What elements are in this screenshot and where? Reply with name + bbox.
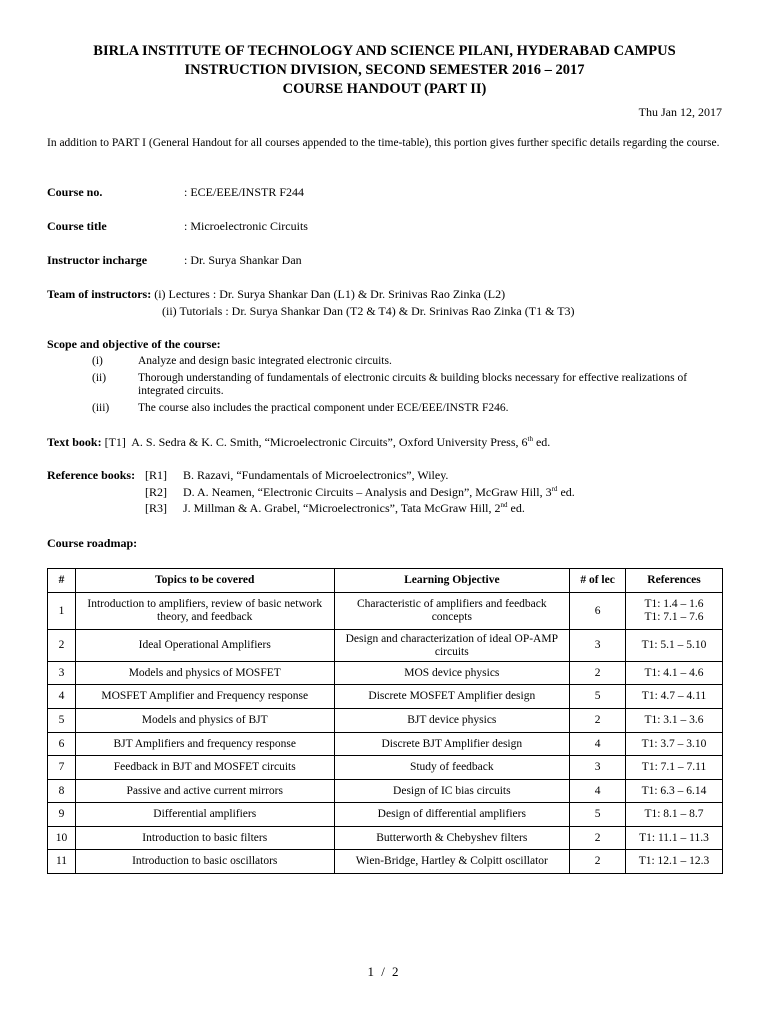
reference-item xyxy=(145,501,525,516)
column-header: References xyxy=(626,569,723,593)
topic-cell: BJT Amplifiers and frequency response xyxy=(75,733,334,756)
objective-cell: Design of IC bias circuits xyxy=(334,780,570,803)
objective-cell: Discrete MOSFET Amplifier design xyxy=(334,685,570,709)
textbook-text: A. S. Sedra & K. C. Smith, “Microelectronic Circuits”, Oxford University Press, 6 xyxy=(131,435,528,449)
references-cell xyxy=(626,780,723,803)
textbook-label: Text book: xyxy=(47,435,102,449)
table-row xyxy=(48,630,723,662)
objective-cell: Design and characterization of ideal OP-AMP circuits xyxy=(334,630,570,662)
reference-item xyxy=(145,468,448,483)
row-number-cell: 8 xyxy=(48,780,76,803)
topic-cell: Feedback in BJT and MOSFET circuits xyxy=(75,756,334,780)
course-no-value: : ECE/EEE/INSTR F244 xyxy=(184,185,304,199)
reference-tail: ed. xyxy=(557,485,575,499)
column-header: # xyxy=(48,569,76,593)
reference-item xyxy=(145,485,575,500)
row-number-cell: 2 xyxy=(48,630,76,662)
objective-cell: Wien-Bridge, Hartley & Colpitt oscillator xyxy=(334,850,570,874)
document-header xyxy=(47,42,722,150)
reference-books-label: Reference books: xyxy=(47,468,136,482)
reference-text: D. A. Neamen, “Electronic Circuits – Analysis and Design”, McGraw Hill, 3 xyxy=(183,485,552,499)
references-cell xyxy=(626,850,723,874)
instructor-incharge-row xyxy=(47,253,302,268)
team-label: Team of instructors: xyxy=(47,287,152,301)
reference-range: T1: 5.1 – 5.10 xyxy=(641,639,707,651)
roadmap-heading: Course roadmap: xyxy=(47,536,138,550)
reference-range: T1: 7.1 – 7.11 xyxy=(641,761,707,773)
handout-title: COURSE HANDOUT (PART II) xyxy=(282,81,487,97)
institute-title: BIRLA INSTITUTE OF TECHNOLOGY AND SCIENCE PILANI, HYDERABAD CAMPUS xyxy=(93,43,676,59)
references-cell xyxy=(626,709,723,733)
scope-item-text: The course also includes the practical component under ECE/EEE/INSTR F246. xyxy=(138,402,509,414)
column-header: Topics to be covered xyxy=(75,569,334,593)
row-number-cell: 9 xyxy=(48,803,76,827)
references-cell xyxy=(626,630,723,662)
reference-sup: rd xyxy=(551,485,558,493)
scope-item xyxy=(92,402,722,415)
course-title-row xyxy=(47,219,308,234)
reference-tag: [R1] xyxy=(145,468,167,482)
table-row xyxy=(48,709,723,733)
instructor-incharge-value: : Dr. Surya Shankar Dan xyxy=(184,253,302,267)
reference-range: T1: 4.1 – 4.6 xyxy=(644,666,704,679)
textbook-tag: [T1] xyxy=(104,435,126,449)
team-line-2: (ii) Tutorials : Dr. Surya Shankar Dan (T2 & T4) & Dr. Srinivas Rao Zinka (T1 & T3) xyxy=(162,304,575,318)
objective-cell: BJT device physics xyxy=(334,709,570,733)
roadmap-table xyxy=(47,568,723,874)
scope-item-number: (i) xyxy=(92,355,103,367)
column-header: # of lec xyxy=(570,569,626,593)
row-number-cell: 3 xyxy=(48,662,76,685)
table-row xyxy=(48,593,723,630)
lectures-cell: 3 xyxy=(570,756,626,780)
scope-item xyxy=(92,372,692,398)
reference-range: T1: 7.1 – 7.6 xyxy=(644,611,704,623)
reference-tail: ed. xyxy=(507,501,525,515)
scope-item xyxy=(92,355,722,368)
table-row xyxy=(48,685,723,709)
objective-cell: Study of feedback xyxy=(334,756,570,780)
intro-paragraph: In addition to PART I (General Handout for all courses appended to the time-table), this portion gives further specific details regarding the course. xyxy=(47,137,720,149)
reference-range: T1: 12.1 – 12.3 xyxy=(638,855,710,867)
lectures-cell: 4 xyxy=(570,780,626,803)
column-header: Learning Objective xyxy=(334,569,570,593)
reference-tag: [R3] xyxy=(145,501,167,515)
table-row xyxy=(48,850,723,874)
textbook-tail: ed. xyxy=(532,435,551,449)
team-line-1: (i) Lectures : Dr. Surya Shankar Dan (L1) & Dr. Srinivas Rao Zinka (L2) xyxy=(154,287,506,301)
scope-item-number: (ii) xyxy=(92,372,107,384)
row-number-cell: 4 xyxy=(48,685,76,709)
row-number-cell: 5 xyxy=(48,709,76,733)
reference-range: T1: 3.7 – 3.10 xyxy=(641,737,707,750)
lectures-cell: 3 xyxy=(570,630,626,662)
roadmap-header-row xyxy=(48,569,723,593)
topic-cell: Differential amplifiers xyxy=(75,803,334,827)
objective-cell: MOS device physics xyxy=(334,662,570,685)
objective-cell: Design of differential amplifiers xyxy=(334,803,570,827)
lectures-cell: 4 xyxy=(570,733,626,756)
table-row xyxy=(48,756,723,780)
course-title-value: : Microelectronic Circuits xyxy=(184,219,308,233)
references-cell xyxy=(626,827,723,850)
lectures-cell: 2 xyxy=(570,662,626,685)
reference-text: J. Millman & A. Grabel, “Microelectronics”, Tata McGraw Hill, 2 xyxy=(183,501,501,515)
scope-item-text: Thorough understanding of fundamentals of electronic circuits & building blocks necessary for effective realizations of integrated circuits. xyxy=(138,372,688,397)
topic-cell: Introduction to amplifiers, review of basic network theory, and feedback xyxy=(75,593,334,630)
reference-sup: nd xyxy=(500,501,508,509)
table-row xyxy=(48,803,723,827)
reference-text: B. Razavi, “Fundamentals of Microelectronics”, Wiley. xyxy=(183,468,449,482)
textbook-sup: th xyxy=(527,435,533,443)
course-title-label: Course title xyxy=(47,219,107,233)
reference-range: T1: 6.3 – 6.14 xyxy=(641,784,707,797)
topic-cell: Models and physics of MOSFET xyxy=(75,662,334,685)
objective-cell: Discrete BJT Amplifier design xyxy=(334,733,570,756)
lectures-cell: 5 xyxy=(570,685,626,709)
topic-cell: Passive and active current mirrors xyxy=(75,780,334,803)
division-title: INSTRUCTION DIVISION, SECOND SEMESTER 2016 – 2017 xyxy=(184,62,585,78)
scope-heading: Scope and objective of the course: xyxy=(47,337,221,351)
lectures-cell: 2 xyxy=(570,709,626,733)
course-no-label: Course no. xyxy=(47,185,103,199)
objective-cell: Characteristic of amplifiers and feedback concepts xyxy=(334,593,570,630)
lectures-cell: 5 xyxy=(570,803,626,827)
references-cell xyxy=(626,756,723,780)
course-no-row xyxy=(47,185,304,200)
handout-date: Thu Jan 12, 2017 xyxy=(638,105,722,119)
row-number-cell: 1 xyxy=(48,593,76,630)
topic-cell: MOSFET Amplifier and Frequency response xyxy=(75,685,334,709)
scope-item-text: Analyze and design basic integrated electronic circuits. xyxy=(138,355,392,367)
lectures-cell: 6 xyxy=(570,593,626,630)
table-row xyxy=(48,780,723,803)
lectures-cell: 2 xyxy=(570,850,626,874)
reference-range: T1: 8.1 – 8.7 xyxy=(644,808,704,820)
references-cell xyxy=(626,803,723,827)
topic-cell: Ideal Operational Amplifiers xyxy=(75,630,334,662)
references-cell xyxy=(626,685,723,709)
table-row xyxy=(48,827,723,850)
scope-item-number: (iii) xyxy=(92,402,110,414)
topic-cell: Introduction to basic oscillators xyxy=(75,850,334,874)
row-number-cell: 7 xyxy=(48,756,76,780)
reference-range: T1: 4.7 – 4.11 xyxy=(641,690,707,702)
team-row xyxy=(47,287,505,302)
topic-cell: Models and physics of BJT xyxy=(75,709,334,733)
references-cell xyxy=(626,662,723,685)
row-number-cell: 11 xyxy=(48,850,76,874)
table-row xyxy=(48,662,723,685)
reference-range: T1: 1.4 – 1.6 xyxy=(644,598,704,610)
objective-cell: Butterworth & Chebyshev filters xyxy=(334,827,570,850)
row-number-cell: 10 xyxy=(48,827,76,850)
textbook-row xyxy=(47,435,550,450)
reference-range: T1: 3.1 – 3.6 xyxy=(644,714,704,726)
reference-tag: [R2] xyxy=(145,485,167,499)
topic-cell: Introduction to basic filters xyxy=(75,827,334,850)
table-row xyxy=(48,733,723,756)
row-number-cell: 6 xyxy=(48,733,76,756)
references-cell xyxy=(626,593,723,630)
lectures-cell: 2 xyxy=(570,827,626,850)
references-cell xyxy=(626,733,723,756)
page-number: 1 / 2 xyxy=(367,964,401,979)
instructor-incharge-label: Instructor incharge xyxy=(47,253,148,267)
reference-range: T1: 11.1 – 11.3 xyxy=(639,831,709,844)
